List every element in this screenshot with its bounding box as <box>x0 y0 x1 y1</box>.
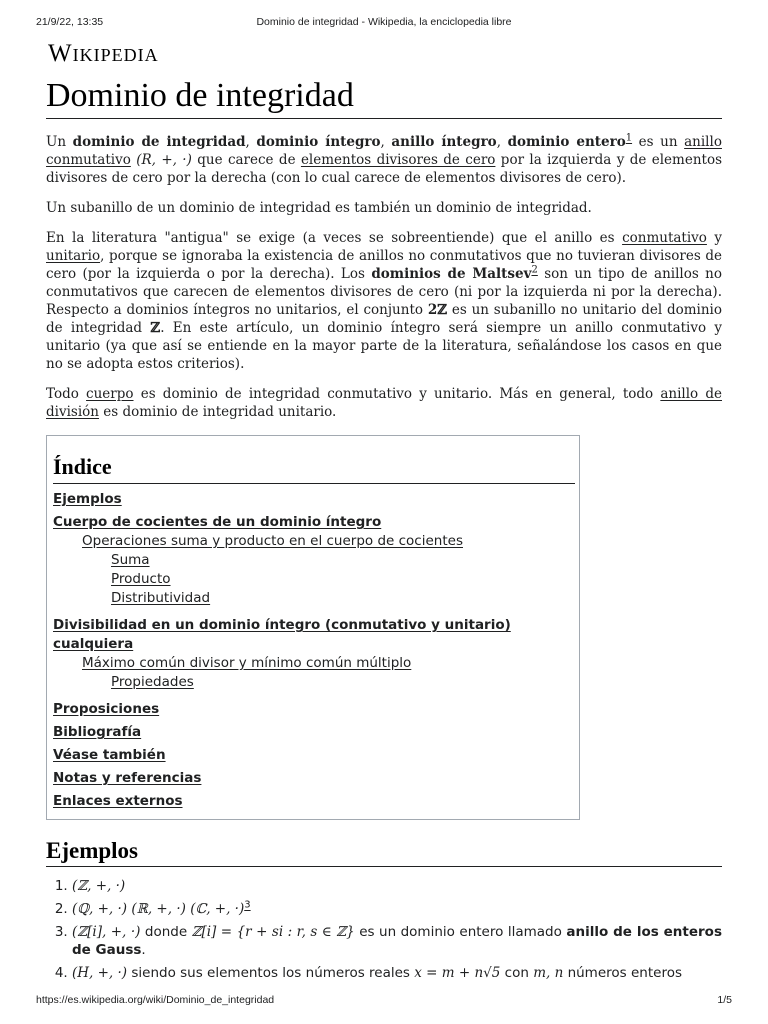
intro-paragraph-1 <box>46 133 722 187</box>
toc-item <box>53 769 575 788</box>
link-anillo-de-division[interactable]: anillo de división <box>46 386 722 420</box>
math-formula: (ℂ, +, ·) <box>190 901 245 917</box>
toc-link[interactable]: Véase también <box>53 747 166 763</box>
reference-link[interactable]: 3 <box>244 899 251 911</box>
intro-paragraph-2: Un subanillo de un dominio de integridad es también un dominio de integridad. <box>46 200 592 216</box>
print-url: https://es.wikipedia.org/wiki/Dominio_de_integridad <box>36 994 275 1006</box>
math-formula: (ℤ[i], +, ·) <box>72 924 141 940</box>
text: , porque se ignoraba la existencia de anillos no conmutativos que no tuvieran divisores de cero (por la izquierda o por la derecha). Los <box>46 248 722 282</box>
link-divisores-de-cero[interactable]: elementos divisores de cero <box>300 152 496 168</box>
toc-item <box>53 532 575 551</box>
bold-term: anillo de los enteros de Gauss <box>72 924 722 958</box>
text: siendo sus elementos los números reales <box>127 965 415 981</box>
toc-link[interactable]: Suma <box>111 552 150 568</box>
math-formula: 2ℤ <box>427 302 448 318</box>
toc-link[interactable]: Proposiciones <box>53 701 160 717</box>
text: que carece de <box>191 152 301 168</box>
reference-link[interactable]: 2 <box>531 264 538 276</box>
text: En la literatura "antigua" se exige (a veces se sobreentiende) que el anillo es <box>46 230 623 246</box>
math-formula: ℤ <box>150 320 161 336</box>
article <box>46 40 722 987</box>
list-item <box>72 900 722 918</box>
toc-link[interactable]: Operaciones suma y producto en el cuerpo de cocientes <box>82 533 463 549</box>
bold-term: dominio entero <box>507 134 626 150</box>
text: . <box>141 942 146 958</box>
math-formula: (R, +, ·) <box>136 152 192 168</box>
toc-item <box>53 490 575 509</box>
text: y <box>706 230 723 246</box>
toc-link[interactable]: Ejemplos <box>53 491 122 507</box>
intro-paragraph-4 <box>46 385 722 421</box>
toc-item <box>53 589 575 608</box>
toc-link[interactable]: Producto <box>111 571 171 587</box>
link-unitario[interactable]: unitario <box>46 248 101 264</box>
text: con <box>500 965 534 981</box>
math-formula: (H, +, ·) <box>72 965 128 981</box>
print-footer <box>36 994 732 1006</box>
list-item <box>72 877 722 895</box>
toc-link[interactable]: Máximo común divisor y mínimo común múltiplo <box>82 655 412 671</box>
link-cuerpo[interactable]: cuerpo <box>86 386 134 402</box>
text: por la izquierda y de elementos divisores de cero por la derecha (con lo cual carece de elementos divisores de cero). <box>46 152 722 186</box>
wikipedia-wordmark: Wikipedia <box>48 40 159 67</box>
intro-paragraph-3 <box>46 229 722 373</box>
text: números enteros <box>563 965 682 981</box>
section-heading-ejemplos: Ejemplos <box>46 838 722 867</box>
toc-item <box>53 746 575 765</box>
toc-link[interactable]: Notas y referencias <box>53 770 202 786</box>
toc-link[interactable]: Enlaces externos <box>53 793 183 809</box>
bold-term: dominio íntegro <box>256 134 381 150</box>
bold-term: dominio de integridad <box>72 134 246 150</box>
text: es un dominio entero llamado <box>354 924 567 940</box>
text: son un tipo de anillos no conmutativos que carecen de elementos divisores de cero (ni por la izquierda ni por la derecha). Respecto a dominios íntegros no unitarios, el conjunto <box>46 266 722 318</box>
toc-link[interactable]: Divisibilidad en un dominio íntegro (conmutativo y unitario) cualquiera <box>53 617 511 652</box>
math-formula: ℤ[i] = {r + si : r, s ∈ ℤ} <box>191 924 355 940</box>
examples-list <box>46 877 722 982</box>
print-page-title: Dominio de integridad - Wikipedia, la enciclopedia libre <box>256 16 512 28</box>
toc-link[interactable]: Propiedades <box>111 674 194 690</box>
toc-item <box>53 570 575 589</box>
toc-item <box>53 700 575 719</box>
bold-term: anillo íntegro <box>391 134 497 150</box>
toc-item <box>53 792 575 811</box>
text: es un subanillo no unitario del dominio de integridad <box>46 302 722 336</box>
toc-item <box>53 673 575 692</box>
text: Un <box>46 134 73 150</box>
text: es dominio de integridad unitario. <box>98 404 337 420</box>
text: , <box>496 134 508 150</box>
text: , <box>380 134 392 150</box>
toc-item <box>53 551 575 570</box>
math-formula: (ℚ, +, ·) <box>72 901 128 917</box>
toc-item <box>53 616 575 654</box>
toc-title: Índice <box>53 454 575 484</box>
table-of-contents <box>46 435 580 820</box>
toc-link[interactable]: Bibliografía <box>53 724 142 740</box>
print-datetime: 21/9/22, 13:35 <box>36 16 104 28</box>
list-item <box>72 923 722 959</box>
text: es dominio de integridad conmutativo y unitario. Más en general, todo <box>133 386 661 402</box>
text: , <box>245 134 257 150</box>
bold-term: dominios de Maltsev <box>371 266 532 282</box>
text: es un <box>632 134 685 150</box>
text: Todo <box>46 386 87 402</box>
toc-item <box>53 654 575 673</box>
toc-list <box>53 490 575 811</box>
text: donde <box>140 924 192 940</box>
math-formula: (ℝ, +, ·) <box>131 901 186 917</box>
link-conmutativo[interactable]: conmutativo <box>622 230 707 246</box>
text: . En este artículo, un dominio íntegro será siempre un anillo conmutativo y unitario (ya que así se entiende en la mayor parte de la literatura, señalándose los casos en que no se adopta estos criterios). <box>46 320 722 372</box>
link-anillo-conmutativo[interactable]: anillo conmutativo <box>46 134 722 168</box>
toc-item <box>53 723 575 742</box>
page-title: Dominio de integridad <box>46 78 722 119</box>
toc-item <box>53 513 575 532</box>
reference-link[interactable]: 1 <box>625 132 633 144</box>
math-formula: m, n <box>533 965 564 981</box>
math-formula: (ℤ, +, ·) <box>72 878 126 894</box>
math-formula: x = m + n√5 <box>414 965 501 981</box>
print-page-number: 1/5 <box>717 994 732 1006</box>
list-item <box>72 964 722 982</box>
toc-link[interactable]: Cuerpo de cocientes de un dominio íntegro <box>53 514 382 530</box>
toc-link[interactable]: Distributividad <box>111 590 211 606</box>
print-header <box>36 16 732 28</box>
